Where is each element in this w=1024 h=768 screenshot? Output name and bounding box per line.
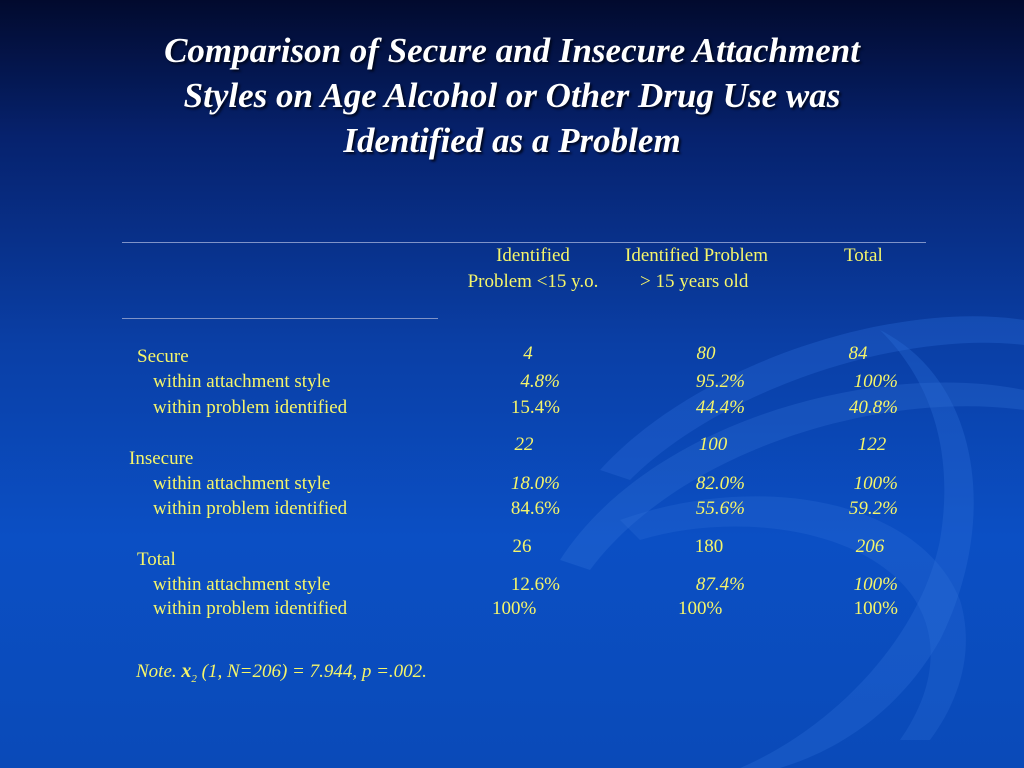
total-within-problem-label: within problem identified xyxy=(153,598,348,619)
title-line-3: Identified as a Problem xyxy=(343,121,681,160)
insecure-within-problem-col3: 59.2% xyxy=(848,498,898,519)
secure-within-problem-col2: 44.4% xyxy=(695,397,745,418)
note-statistic: (1, N=206) = 7.944, p =.002. xyxy=(201,661,427,682)
chi-square-exponent: 2 xyxy=(191,672,197,685)
secure-within-problem-col3: 40.8% xyxy=(848,397,898,418)
total-count-col1: 26 xyxy=(512,536,532,557)
insecure-within-attachment-label: within attachment style xyxy=(153,473,331,494)
title-line-1: Comparison of Secure and Insecure Attachment xyxy=(164,31,860,70)
secure-within-attachment-col2: 95.2% xyxy=(695,371,745,392)
statistical-note xyxy=(136,660,427,685)
table-header-rule xyxy=(122,318,438,319)
insecure-count-col3: 122 xyxy=(857,434,887,455)
insecure-within-attachment-col1: 18.0% xyxy=(510,473,560,494)
secure-count-col3: 84 xyxy=(848,343,868,364)
secure-count-col1: 4 xyxy=(523,343,533,364)
secure-within-problem-label: within problem identified xyxy=(153,397,348,418)
insecure-within-problem-col1: 84.6% xyxy=(510,498,560,519)
total-within-attachment-col1: 12.6% xyxy=(510,574,560,595)
chi-square-symbol: x xyxy=(181,660,192,682)
total-within-problem-col3: 100% xyxy=(853,598,898,619)
insecure-within-attachment-col3: 100% xyxy=(853,473,898,494)
header-col2-line2: > 15 years old xyxy=(640,271,749,292)
secure-within-attachment-col3: 100% xyxy=(853,371,898,392)
total-within-problem-col1: 100% xyxy=(492,598,537,619)
total-within-attachment-label: within attachment style xyxy=(153,574,331,595)
total-within-problem-col2: 100% xyxy=(678,598,723,619)
secure-within-attachment-col1: 4.8% xyxy=(520,371,560,392)
total-within-attachment-col3: 100% xyxy=(853,574,898,595)
total-count-col2: 180 xyxy=(694,536,724,557)
row-label-secure: Secure xyxy=(137,346,189,367)
insecure-within-problem-label: within problem identified xyxy=(153,498,348,519)
secure-within-problem-col1: 15.4% xyxy=(510,397,560,418)
insecure-within-attachment-col2: 82.0% xyxy=(695,473,745,494)
insecure-within-problem-col2: 55.6% xyxy=(695,498,745,519)
header-col3: Total xyxy=(844,245,883,266)
title-line-2: Styles on Age Alcohol or Other Drug Use was xyxy=(183,76,841,115)
secure-count-col2: 80 xyxy=(696,343,716,364)
header-col1-line1: Identified xyxy=(496,245,570,266)
header-col1-line2: Problem <15 y.o. xyxy=(467,271,599,292)
slide-title xyxy=(60,28,964,163)
total-count-col3: 206 xyxy=(855,536,885,557)
row-label-total: Total xyxy=(137,549,176,570)
insecure-count-col1: 22 xyxy=(514,434,534,455)
row-label-insecure: Insecure xyxy=(129,448,194,469)
table-top-rule xyxy=(122,242,926,243)
total-within-attachment-col2: 87.4% xyxy=(695,574,745,595)
header-col2-line1: Identified Problem xyxy=(625,245,768,266)
insecure-count-col2: 100 xyxy=(698,434,728,455)
secure-within-attachment-label: within attachment style xyxy=(153,371,331,392)
note-prefix: Note. xyxy=(136,661,177,682)
